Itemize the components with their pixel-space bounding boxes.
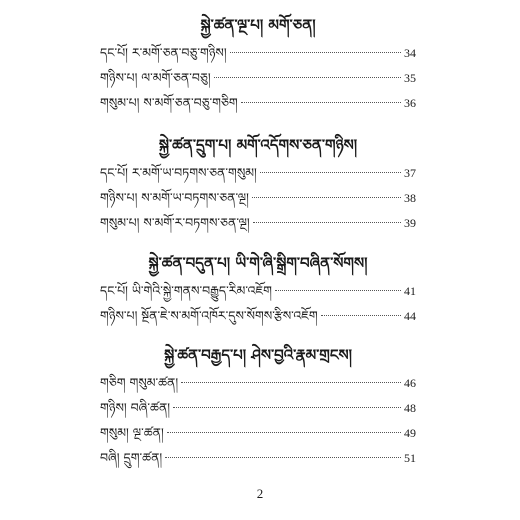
toc-section <box>100 134 416 237</box>
entry-title: གསུམ་པ། ས་མགོ་ཅན་བཅུ་གཅིག <box>100 95 238 110</box>
toc-entry <box>100 212 416 234</box>
toc-entry <box>100 280 416 302</box>
entry-title: གཅིག གསུམ་ཚན། <box>100 375 179 390</box>
toc-section <box>100 252 416 330</box>
entry-title: གཉིས་པ། ལ་མགོ་ཅན་བཅུ། <box>100 70 211 85</box>
toc-entry <box>100 187 416 209</box>
entry-page-number: 44 <box>404 309 416 323</box>
entry-title: གཉིས། བཞི་ཚན། <box>100 400 171 415</box>
dot-leader <box>321 315 401 316</box>
dot-leader <box>214 77 401 78</box>
entry-page-number: 39 <box>404 216 416 230</box>
entry-title: དང་པོ། ར་མགོ་ཡ་བཏགས་ཅན་གསུམ། <box>100 165 257 180</box>
entry-page-number: 49 <box>404 426 416 440</box>
toc-entry <box>100 42 416 64</box>
dot-leader <box>252 197 401 198</box>
entry-page-number: 38 <box>404 191 416 205</box>
entry-page-number: 36 <box>404 96 416 110</box>
toc-entry <box>100 447 416 469</box>
dot-leader <box>165 457 401 458</box>
dot-leader <box>230 52 401 53</box>
page-number: 2 <box>256 486 264 501</box>
entry-title: བཞི། དྲུག་ཚན། <box>100 450 163 465</box>
entry-title: གསུམ་པ། ས་མགོ་ར་བཏགས་ཅན་ལྔ། <box>100 215 250 230</box>
entry-title: དང་པོ། ར་མགོ་ཅན་བཅུ་གཉིས། <box>100 45 227 60</box>
section-heading: སྐྱེ་ཚན་ལྔ་པ། མགོ་ཅན། <box>200 16 316 34</box>
dot-leader <box>253 222 401 223</box>
entry-page-number: 35 <box>404 71 416 85</box>
entry-title: གཉིས་པ། ས་མགོ་ཡ་བཏགས་ཅན་ལྔ། <box>100 190 249 205</box>
section-heading: སྐྱེ་ཚན་བདུན་པ། ཡི་གེ་ཞི་སྒྲིག་བཞིན་སོགས། <box>148 254 368 272</box>
section-heading: སྐྱེ་ཚན་བརྒྱད་པ། ཤེས་བྱའི་རྣམ་གྲངས། <box>164 346 352 364</box>
entry-page-number: 46 <box>404 376 416 390</box>
section-heading: སྐྱེ་ཚན་དྲུག་པ། མགོ་འདོགས་ཅན་གཉིས། <box>158 136 358 154</box>
dot-leader <box>275 290 401 291</box>
entry-page-number: 34 <box>404 46 416 60</box>
entry-page-number: 41 <box>404 284 416 298</box>
entry-title: གཉིས་པ། སྔོན་ཇེ་ས་མགོ་འཁོར་དུས་སོགས་རྩིས་འཇོག <box>100 308 318 323</box>
entry-title: དང་པོ། ཡི་གེའི་སྐྱེ་གནས་བརྒྱུད་རིམ་འཇོག <box>100 283 272 298</box>
toc-entry <box>100 422 416 444</box>
entry-page-number: 48 <box>404 401 416 415</box>
toc-section <box>100 14 416 117</box>
dot-leader <box>173 407 401 408</box>
toc-entry <box>100 305 416 327</box>
dot-leader <box>241 102 401 103</box>
entry-page-number: 37 <box>404 166 416 180</box>
toc-entry <box>100 67 416 89</box>
toc-entry <box>100 162 416 184</box>
toc-section <box>100 344 416 472</box>
dot-leader <box>181 382 401 383</box>
toc-entry <box>100 372 416 394</box>
toc-entry <box>100 397 416 419</box>
toc-entry <box>100 92 416 114</box>
entry-title: གསུམ། ལྔ་ཚན། <box>100 425 164 440</box>
entry-page-number: 51 <box>404 451 416 465</box>
dot-leader <box>260 172 401 173</box>
dot-leader <box>167 432 401 433</box>
